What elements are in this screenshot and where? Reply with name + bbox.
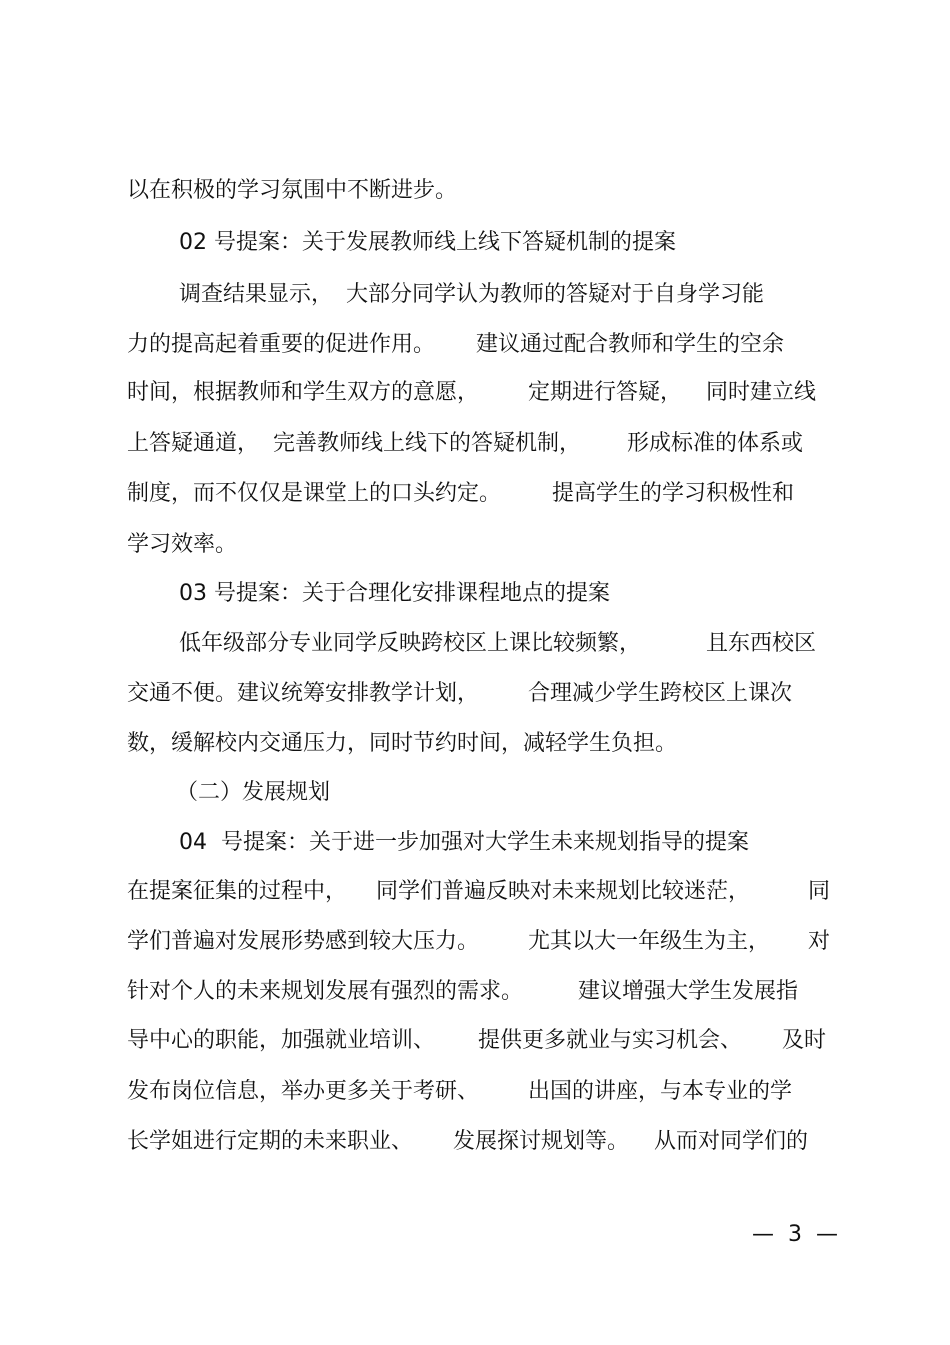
text-line bbox=[0, 727, 950, 761]
text-segment: 建议通过配合教师和学生的空余 bbox=[476, 332, 785, 357]
text-segment: 02 号提案：关于发展教师线上线下答疑机制的提案 bbox=[179, 230, 676, 255]
text-line bbox=[0, 328, 950, 362]
text-segment: 学习效率。 bbox=[127, 532, 238, 557]
text-line bbox=[0, 677, 950, 711]
text-segment: 从而对同学们的 bbox=[654, 1129, 809, 1154]
text-segment: 及时 bbox=[782, 1028, 827, 1053]
text-segment: 同 bbox=[808, 879, 831, 904]
text-segment: 数，缓解校内交通压力，同时节约时间，减轻学生负担。 bbox=[127, 731, 678, 756]
text-segment: 大部分同学认为教师的答疑对于自身学习能 bbox=[346, 282, 765, 307]
text-segment: 以在积极的学习氛围中不断进步。 bbox=[127, 178, 458, 203]
text-segment: 03 号提案：关于合理化安排课程地点的提案 bbox=[179, 581, 610, 606]
text-line bbox=[0, 278, 950, 312]
text-segment: 建议增强大学生发展指 bbox=[578, 979, 799, 1004]
text-segment: 学们普遍对发展形势感到较大压力。 bbox=[127, 929, 480, 954]
text-segment: 提高学生的学习积极性和 bbox=[552, 481, 795, 506]
text-segment: 制度，而不仅仅是课堂上的口头约定。 bbox=[127, 481, 502, 506]
text-segment: 调查结果显示， bbox=[179, 282, 334, 307]
text-segment: 在提案征集的过程中， bbox=[127, 879, 348, 904]
text-line bbox=[0, 627, 950, 661]
text-segment: 完善教师线上线下的答疑机制， bbox=[273, 431, 582, 456]
text-line bbox=[0, 528, 950, 562]
text-segment: 出国的讲座，与本专业的学 bbox=[528, 1079, 793, 1104]
text-segment: 针对个人的未来规划发展有强烈的需求。 bbox=[127, 979, 524, 1004]
text-segment: 同时建立线 bbox=[706, 380, 817, 405]
text-segment: 导中心的职能，加强就业培训、 bbox=[127, 1028, 436, 1053]
section-heading bbox=[0, 776, 950, 810]
text-line bbox=[0, 975, 950, 1009]
text-segment: （二）发展规划 bbox=[176, 780, 331, 805]
text-line bbox=[0, 1024, 950, 1058]
text-segment: 上答疑通道， bbox=[127, 431, 260, 456]
text-segment: 发展探讨规划等。 bbox=[453, 1129, 630, 1154]
proposal-heading bbox=[0, 577, 950, 611]
text-line bbox=[0, 376, 950, 410]
text-line bbox=[0, 427, 950, 461]
text-segment: 提供更多就业与实习机会、 bbox=[478, 1028, 743, 1053]
text-segment: 合理减少学生跨校区上课次 bbox=[528, 681, 793, 706]
text-segment: 时间，根据教师和学生双方的意愿， bbox=[127, 380, 480, 405]
text-segment: 尤其以大一年级生为主， bbox=[528, 929, 771, 954]
text-line bbox=[0, 1075, 950, 1109]
proposal-heading bbox=[0, 226, 950, 260]
text-segment: 04 号提案：关于进一步加强对大学生未来规划指导的提案 bbox=[179, 830, 749, 855]
text-segment: 交通不便。建议统筹安排教学计划， bbox=[127, 681, 480, 706]
text-segment: 长学姐进行定期的未来职业、 bbox=[127, 1129, 414, 1154]
text-segment: 对 bbox=[808, 929, 831, 954]
page-number: — 3 — bbox=[752, 1222, 838, 1247]
text-segment: 同学们普遍反映对未来规划比较迷茫， bbox=[376, 879, 751, 904]
text-segment: 定期进行答疑， bbox=[528, 380, 683, 405]
text-segment: 力的提高起着重要的促进作用。 bbox=[127, 332, 436, 357]
text-segment: 低年级部分专业同学反映跨校区上课比较频繁， bbox=[179, 631, 642, 656]
proposal-heading bbox=[0, 826, 950, 860]
text-line bbox=[0, 477, 950, 511]
text-segment: 且东西校区 bbox=[706, 631, 817, 656]
text-line bbox=[0, 1125, 950, 1159]
text-line bbox=[0, 174, 950, 208]
text-segment: 发布岗位信息，举办更多关于考研、 bbox=[127, 1079, 480, 1104]
text-line bbox=[0, 925, 950, 959]
text-segment: 形成标准的体系或 bbox=[627, 431, 804, 456]
text-line bbox=[0, 875, 950, 909]
